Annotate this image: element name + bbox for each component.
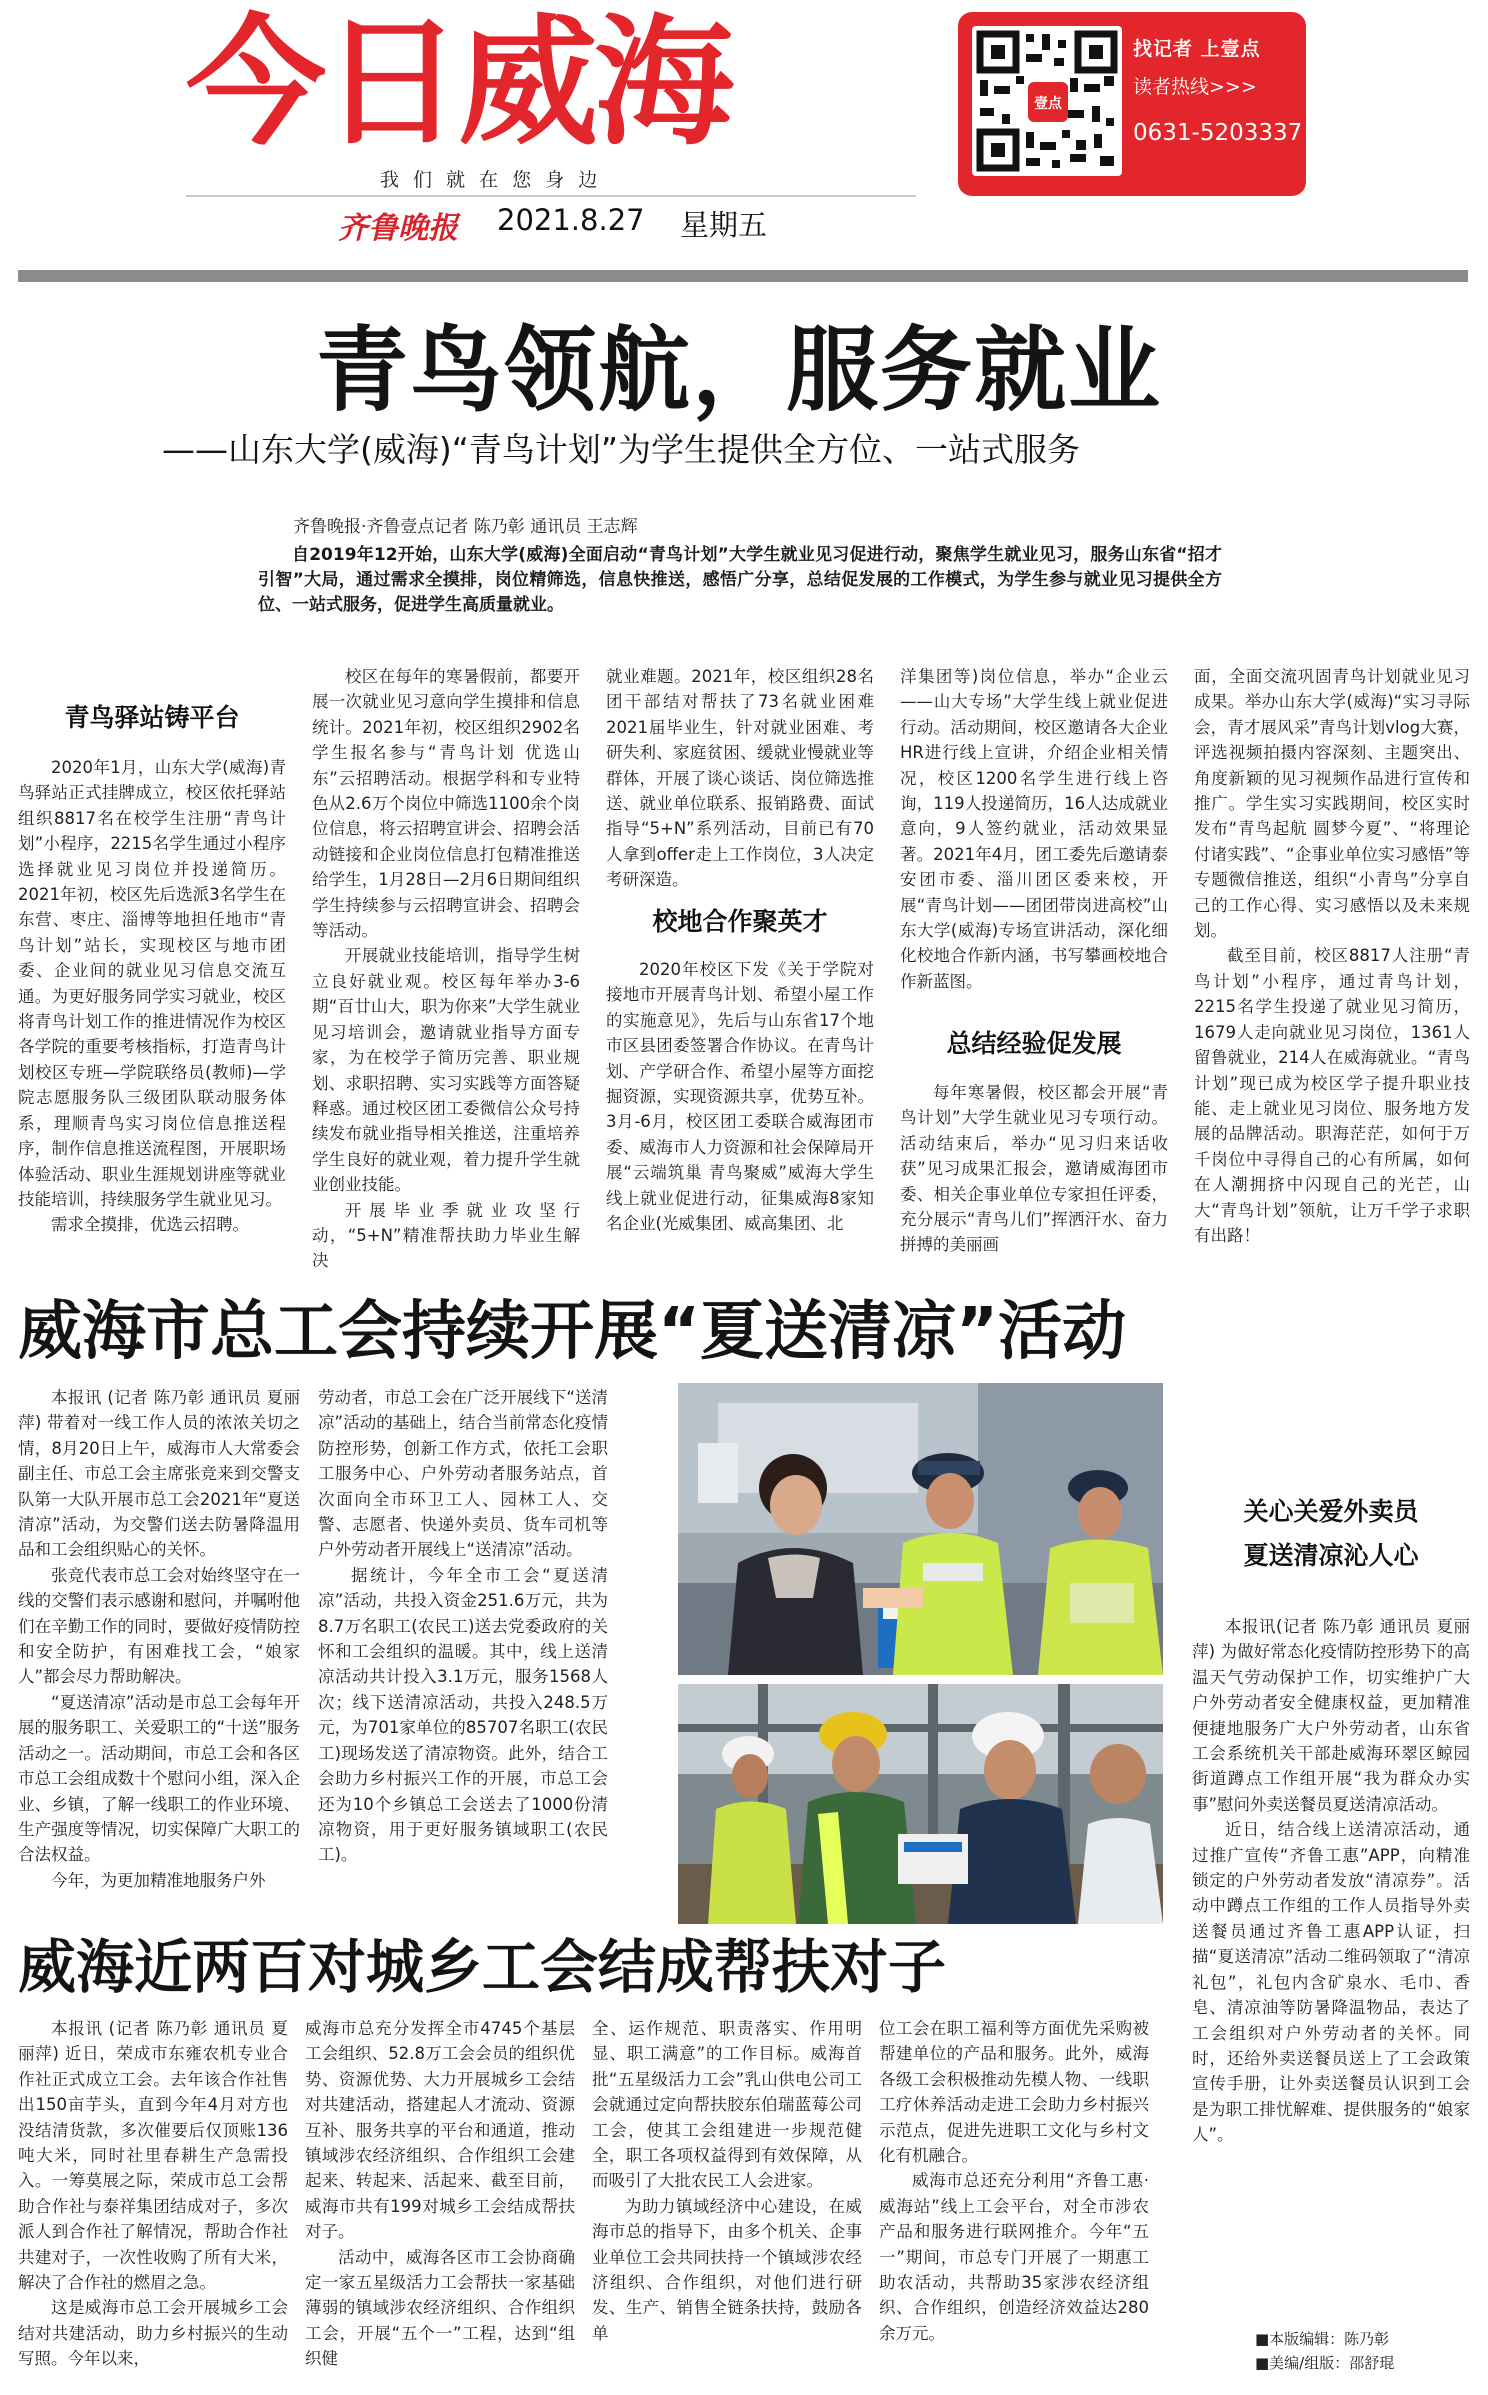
third-column-1 (18, 2016, 288, 2391)
paragraph: 今年，为更加精准地服务户外 (51, 1870, 266, 1890)
paragraph: 洋集团等)岗位信息，举办“企业云——山大专场”大学生线上就业促进行动。活动期间，校区邀请各大企业HR进行线上宣讲，介绍企业相关情况，校区1200名学生进行线上咨询，119人投递简历，16人达成就业意向，9人签约就业，活动效果显著。2021年4月，团工委先后邀请泰安团市委、淄川团区委来校，开展“青鸟计划——团团带岗进高校”山东大学(威海)专场宣讲活动，深化细化校地合作新内涵，书写攀画校地合作新蓝图。 (900, 667, 1168, 991)
paragraph: “夏送清凉”活动是市总工会每年开展的服务职工、关爱职工的“十送”服务活动之一。活动期间，市总工会和各区市总工会组成数十个慰问小组，深入企业、乡镇，了解一线职工的作业环境、生产强度等情况，切实保障广大职工的合法权益。 (18, 1692, 300, 1865)
lead-subtitle: ——山东大学(威海)“青鸟计划”为学生提供全方位、一站式服务 (162, 430, 1080, 469)
lead-section-heading-1: 青鸟驿站铸平台 (64, 703, 240, 732)
lead-column-3-top (606, 664, 874, 890)
qr-code[interactable] (972, 26, 1122, 176)
paragraph: 威海市总充分发挥全市4745个基层工会组织、52.8万工会会员的组织优势、资源优势、大力开展城乡工会结对共建活动，搭建起人才流动、资源互补、服务共享的平台和通道，推动镇域涉农经济组织、合作组织工会建起来、转起来、活起来、截至目前，威海市共有199对城乡工会结成帮扶对子。 (305, 2019, 575, 2242)
lead-section-heading-3: 总结经验促发展 (946, 1029, 1122, 1058)
paragraph: 校区在每年的寒暑假前，都要开展一次就业见习意向学生摸排和信息统计。2021年初，校区组织2902名学生报名参与“青鸟计划 优选山东”云招聘活动。根据学科和专业特色从2.6万个岗位中筛选1100余个岗位信息，将云招聘宣讲会、招聘会活动链接和企业岗位信息打包精准推送给学生，1月28日—2月6日期间组织学生持续参与云招聘宣讲会、招聘会等活动。 (312, 667, 580, 941)
lead-column-1 (18, 755, 286, 1255)
third-column-4 (879, 2016, 1149, 2391)
masthead-rule (186, 195, 916, 197)
paragraph: 位工会在职工福利等方面优先采购被帮建单位的产品和服务。此外，威海各级工会积极推动先模人物、一线职工疗休养活动走进工会助力乡村振兴示范点，促进先进职工文化与乡村文化有机融合。 (879, 2019, 1149, 2166)
paragraph: 本报讯 (记者 陈乃彰 通讯员 夏丽萍) 带着对一线工作人员的浓浓关切之情，8月20日上午，威海市人大常委会副主任、市总工会主席张竞来到交警支队第一大队开展市总工会2021年“夏送清凉”活动，为交警们送去防暑降温用品和工会组织贴心的关怀。 (18, 1388, 300, 1560)
paragraph: 这是威海市总工会开展城乡工会结对共建活动，助力乡村振兴的生动写照。今年以来， (18, 2298, 288, 2369)
qr-code-icon (972, 26, 1122, 176)
paragraph: 需求全摸排，优选云招聘。 (51, 1215, 249, 1235)
photo-construction-workers (678, 1684, 1163, 1924)
lead-section-heading-2: 校地合作聚英才 (652, 907, 828, 936)
contact-box (958, 12, 1306, 196)
paper-logo: 齐鲁晚报 (338, 211, 458, 246)
paragraph: 本报讯(记者 陈乃彰 通讯员 夏丽萍) 为做好常态化疫情防控形势下的高温天气劳动保护工作，切实维护广大户外劳动者安全健康权益，更加精准便捷地服务广大户外劳动者，山东省工会系统机关干部赴威海环翠区鲸园街道蹲点工作组开展“我为群众办实事”慰问外卖送餐员夏送清凉活动。 (1192, 1617, 1470, 1814)
lead-title: 青鸟领航，服务就业 (316, 317, 1163, 424)
footer-editor: ■本版编辑：陈乃彰 (1255, 2330, 1390, 2348)
third-column-3 (592, 2016, 862, 2391)
issue-weekday: 星期五 (680, 208, 768, 242)
side-heading-line-2: 夏送清凉沁人心 (1243, 1541, 1419, 1570)
masthead-slogan: 我 们 就 在 您 身 边 (380, 169, 602, 191)
side-heading-line-1: 关心关爱外卖员 (1243, 1497, 1419, 1526)
second-column-2 (318, 1385, 608, 1898)
issue-date: 2021.8.27 (497, 203, 645, 237)
paragraph: 截至目前，校区8817人注册“青鸟计划”小程序，通过青鸟计划，2215名学生投递了就业见习简历，1679人走向就业见习岗位，1361人留鲁就业，214人在威海就业。“青鸟计划”现已成为校区学子提升职业技能、走上就业见习岗位、服务地方发展的品牌活动。职海茫茫，如何于万千岗位中寻得自己的心有所属，如何在人潮拥挤中闪现自己的光芒，山大“青鸟计划”领航，让万千学子求职有出路！ (1194, 946, 1470, 1245)
paragraph: 2020年校区下发《关于学院对接地市开展青鸟计划、希望小屋工作的实施意见》，先后与山东省17个地市区县团委签署合作协议。在青鸟计划、产学研合作、希望小屋等方面挖掘资源，实现资源共享，优势互补。3月-6月，校区团工委联合威海团市委、威海市人力资源和社会保障局开展“云端筑巢 青鸟聚威”威海大学生线上就业促进行动，征集威海8家知名企业(光威集团、威高集团、北 (606, 960, 874, 1234)
paragraph: 活动中，威海各区市工会协商确定一家五星级活力工会帮扶一家基础薄弱的镇域涉农经济组织、合作组织工会，开展“五个一”工程，达到“组织健 (305, 2247, 575, 2369)
footer-credits (1255, 2327, 1475, 2375)
lead-column-4-top (900, 664, 1168, 994)
lead-byline: 齐鲁晚报·齐鲁壹点记者 陈乃彰 通讯员 王志辉 (293, 517, 638, 537)
lead-column-2 (312, 664, 580, 1271)
hotline-number[interactable]: 0631-5203337 (1133, 120, 1303, 146)
paragraph: 每年寒暑假，校区都会开展“青鸟计划”大学生就业见习专项行动。活动结束后，举办“见习归来话收获”见习成果汇报会，邀请威海团市委、相关企事业单位专家担任评委，充分展示“青鸟儿们”挥洒汗水、奋力拼搏的美丽画 (900, 1083, 1168, 1255)
third-title: 威海近两百对城乡工会结成帮扶对子 (18, 1933, 947, 2001)
paragraph: 本报讯 (记者 陈乃彰 通讯员 夏丽萍) 近日，荣成市东雍农机专业合作社正式成立工会。去年该合作社售出150亩芋头，直到今年4月对方也没结清货款，多次催要后仅顶账136吨大米，同时社里春耕生产急需投入。一筹莫展之际，荣成市总工会帮助合作社与泰祥集团结成对子，多次派人到合作社了解情况，帮助合作社共建对子，一次性收购了所有大米，解决了合作社的燃眉之急。 (18, 2019, 288, 2293)
third-column-2 (305, 2016, 575, 2391)
lead-column-5 (1194, 664, 1470, 1255)
second-column-1 (18, 1385, 300, 1898)
paragraph: 张竞代表市总工会对始终坚守在一线的交警们表示感谢和慰问，并嘱咐他们在辛勤工作的同时，要做好疫情防控和安全防护，有困难找工会，“娘家人”都会尽力帮助解决。 (18, 1565, 300, 1687)
qr-label: 壹点 (1034, 96, 1062, 112)
side-column (1192, 1614, 1470, 2254)
paragraph: 威海市总还充分利用“齐鲁工惠·威海站”线上工会平台，对全市涉农产品和服务进行联网推介。今年“五一”期间，市总专门开展了一期惠工助农活动，共帮助35家涉农经济组织、合作组织，创造经济效益达280余万元。 (879, 2171, 1149, 2343)
paragraph: 开展就业技能培训，指导学生树立良好就业观。校区每年举办3-6期“百廿山大，职为你来”大学生就业见习培训会，邀请就业指导方面专家，为在校学子简历完善、职业规划、求职招聘、实习实践等方面答疑释惑。通过校区团工委微信公众号持续发布就业指导相关推送，注重培养学生良好的就业观，着力提升学生就业创业技能。 (312, 946, 580, 1195)
paragraph: 据统计，今年全市工会“夏送清凉”活动，共投入资金251.6万元，共为8.7万名职工(农民工)送去党委政府的关怀和工会组织的温暖。其中，线上送清凉活动共计投入3.1万元，服务1568人次；线下送清凉活动，共投入248.5万元，为701家单位的85707名职工(农民工)现场发送了清凉物资。此外，结合工会助力乡村振兴工作的开展，市总工会还为10个乡镇总工会送去了1000份清凉物资，用于更好服务镇域职工(农民工)。 (318, 1565, 608, 1865)
photo-traffic-police (678, 1383, 1163, 1675)
paragraph: 为助力镇域经济中心建设，在威海市总的指导下，由多个机关、企事业单位工会共同扶持一个镇域涉农经济组织、合作组织，对他们进行研发、生产、销售全链条扶持，鼓励各单 (592, 2196, 862, 2343)
paragraph: 就业难题。2021年，校区组织28名团干部结对帮扶了73名就业困难2021届毕业生，针对就业困难、考研失利、家庭贫困、缓就业慢就业等群体，开展了谈心谈话、岗位筛选推送、就业单位联系、报销路费、面试指导“5+N”系列活动，目前已有70人拿到offer走上工作岗位，3人决定考研深造。 (606, 667, 874, 890)
paragraph: 面，全面交流巩固青鸟计划就业见习成果。举办山东大学(威海)“实习寻际会，青才展风采”青鸟计划vlog大赛，评选视频拍摄内容深刻、主题突出、角度新颖的见习视频作品进行宣传和推广。学生实习实践期间，校区实时发布“青鸟起航 圆梦今夏”、“将理论付诸实践”、“企事业单位实习感悟”等专题微信推送，组织“小青鸟”分享自己的工作心得、实习感悟以及未来规划。 (1194, 667, 1470, 941)
masthead-title: 今日威海 (186, 2, 731, 165)
paragraph: 2020年1月，山东大学(威海)青鸟驿站正式挂牌成立，校区依托驿站组织8817名在校学生注册“青鸟计划”小程序，2215名学生通过小程序选择就业见习岗位并投递简历。2021年初，校区先后选派3名学生在东营、枣庄、淄博等地担任地市“青鸟计划”站长，实现校区与地市团委、企业间的就业见习信息交流互通。为更好服务同学实习就业，校区将青鸟计划工作的推进情况作为校区各学院的重要考核指标，打造青鸟计划校区专班—学院联络员(教师)—学院志愿服务队三级团队联动服务体系，理顺青鸟实习岗位信息推送程序，制作信息推送流程图，开展职场体验活动、职业生涯规划讲座等就业技能培训，持续服务学生就业见习。 (18, 758, 286, 1209)
lead-column-4-bottom (900, 1080, 1168, 1255)
side-box-heading (1192, 1490, 1470, 1578)
find-reporter-text: 找记者 上壹点 (1133, 38, 1261, 60)
lead-column-3-bottom (606, 957, 874, 1255)
paragraph: 劳动者，市总工会在广泛开展线下“送清凉”活动的基础上，结合当前常态化疫情防控形势，创新工作方式，依托工会职工服务中心、户外劳动者服务站点，首次面向全市环卫工人、园林工人、交警、志愿者、快递外卖员、货车司机等户外劳动者开展线上“送清凉”活动。 (318, 1388, 608, 1560)
second-title: 威海市总工会持续开展“夏送清凉”活动 (18, 1295, 1127, 1369)
paragraph: 近日，结合线上送清凉活动，通过推广宣传“齐鲁工惠”APP，向精准锁定的户外劳动者发放“清凉券”。活动中蹲点工作组的工作人员指导外卖送餐员通过齐鲁工惠APP认证，扫描“夏送清凉”活动二维码领取了“清凉礼包”，礼包内含矿泉水、毛巾、香皂、清凉油等防暑降温物品，表达了工会组织对户外劳动者的关怀。同时，还给外卖送餐员送上了工会政策宣传手册，让外卖送餐员认识到工会是为职工排忧解难、提供服务的“娘家人”。 (1192, 1820, 1470, 2145)
lead-intro: 自2019年12开始，山东大学(威海)全面启动“青鸟计划”大学生就业见习促进行动，聚焦学生就业见习，服务山东省“招才引智”大局，通过需求全摸排，岗位精筛选，信息快推送，感悟广分享，总结促发展的工作模式，为学生参与就业见习提供全方位、一站式服务，促进学生高质量就业。 (258, 545, 1222, 615)
hotline-label: 读者热线>>> (1133, 76, 1257, 98)
masthead (0, 0, 1488, 260)
paragraph: 开展毕业季就业攻坚行动，“5+N”精准帮扶助力毕业生解决 (312, 1200, 580, 1271)
masthead-bottom-rule (18, 270, 1468, 282)
footer-designer: ■美编/组版：邵舒琨 (1255, 2354, 1395, 2372)
paragraph: 全、运作规范、职责落实、作用明显、职工满意”的工作目标。威海首批“五星级活力工会”乳山供电公司工会就通过定向帮扶胶东伯瑞蓝莓公司工会，使其工会组建进一步规范健全，职工各项权益得到有效保障，从而吸引了大批农民工人会进家。 (592, 2019, 862, 2191)
